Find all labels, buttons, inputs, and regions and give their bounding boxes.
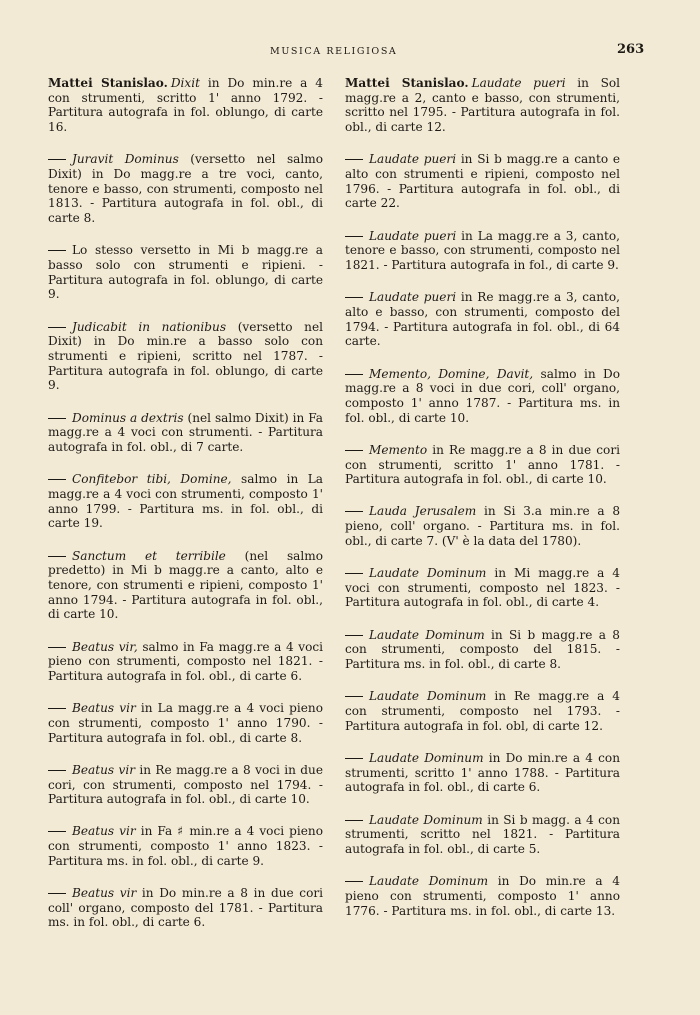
ditto-dash xyxy=(345,374,363,375)
catalogue-entry xyxy=(48,320,323,394)
ditto-dash xyxy=(48,418,66,419)
work-title: Laudate Dominum xyxy=(369,750,484,765)
work-title: Laudate Dominum xyxy=(369,627,485,642)
work-title: Dominus a dextris xyxy=(72,410,184,425)
ditto-dash xyxy=(345,573,363,574)
entry-description: in Do min.re a 8 in due cori coll' organo, composto del 1781. - Partitura ms. in fol. obl., di carte 6. xyxy=(48,886,323,930)
entry-description: salmo in Fa magg.re a 4 voci pieno con strumenti, composto nel 1821. - Partitura autografa in fol. obl., di carte 6. xyxy=(48,639,324,683)
work-title: Beatus vir xyxy=(72,886,137,901)
entry-description: in Re magg.re a 4 con strumenti, composto nel 1793. - Partitura autografa in fol. obl, di carte 12. xyxy=(345,689,620,733)
entry-description: in La magg.re a 3, canto, tenore e basso, con strumenti, composto nel 1821. - Partitura autografa in fol., di carte 9. xyxy=(345,228,620,273)
catalogue-entry xyxy=(345,76,620,135)
work-title: Laudate Dominum xyxy=(369,689,487,704)
ditto-dash xyxy=(345,159,363,160)
left-column xyxy=(48,76,323,948)
work-title: Sanctum et terribile xyxy=(72,548,226,563)
catalogue-entry xyxy=(345,367,620,426)
work-title: Laudate Dominum xyxy=(369,812,483,827)
work-title: Lauda Jerusalem xyxy=(369,504,477,519)
ditto-dash xyxy=(48,770,66,771)
catalogue-entry xyxy=(48,886,323,930)
entry-description: in Re magg.re a 3, canto, alto e basso, con strumenti, composto del 1794. - Partitura autografa in fol. obl., di 64 carte. xyxy=(345,290,620,349)
ditto-dash xyxy=(48,893,66,894)
entry-description: in Re magg.re a 8 voci in due cori, con strumenti, composto nel 1794. - Partitura autografa in fol. obl., di carte 10. xyxy=(48,762,323,807)
entry-description: in La magg.re a 4 voci pieno con strumenti, composto 1' anno 1790. - Partitura autografa in fol. obl., di carte 8. xyxy=(48,701,324,745)
ditto-dash xyxy=(345,635,363,636)
ditto-dash xyxy=(48,647,66,648)
running-head: MUSICA RELIGIOSA xyxy=(270,46,398,57)
catalogue-entry xyxy=(345,628,620,672)
page-number: 263 xyxy=(617,42,645,57)
entry-description: in Do min.re a 4 con strumenti, scritto 1' anno 1792. - Partitura autografa in fol. oblungo, di carte 16. xyxy=(48,76,323,135)
entry-description: (nel salmo Dixit) in Fa magg.re a 4 voci con strumenti. - Partitura autografa in fol. obl., di 7 carte. xyxy=(48,410,323,455)
entry-description: (versetto nel Dixit) in Do min.re a basso solo con strumenti e ripieni, scritto nel 1787. - Partitura autografa in fol. oblungo, di carte 9. xyxy=(48,319,323,393)
entry-description: salmo in Do magg.re a 8 voci in due cori, coll' organo, composto 1' anno 1787. - Partitura ms. in fol. obl., di carte 10. xyxy=(345,366,621,425)
work-title: Beatus vir xyxy=(72,701,136,716)
entry-description: in Re magg.re a 8 in due cori con strumenti, scritto 1' anno 1781. - Partitura autografa in fol. obl., di carte 10. xyxy=(345,442,620,487)
entry-description: in Do min.re a 4 con strumenti, scritto 1' anno 1788. - Partitura autografa in fol. obl., di carte 6. xyxy=(345,750,621,795)
ditto-dash xyxy=(48,479,66,480)
ditto-dash xyxy=(48,831,66,832)
catalogue-entry xyxy=(345,152,620,211)
catalogue-entry xyxy=(345,689,620,733)
ditto-dash xyxy=(345,758,363,759)
ditto-dash xyxy=(345,511,363,512)
work-title: Beatus vir xyxy=(72,824,136,839)
ditto-dash xyxy=(345,236,363,237)
catalogue-entry xyxy=(48,640,323,684)
entry-description: in Do min.re a 4 pieno con strumenti, composto 1' anno 1776. - Partitura ms. in fol. obl., di carte 13. xyxy=(345,874,621,918)
catalogue-entry xyxy=(48,763,323,807)
catalogue-entry xyxy=(48,549,323,623)
work-title: Laudate pueri xyxy=(369,290,457,305)
catalogue-entry xyxy=(48,152,323,226)
ditto-dash xyxy=(48,327,66,328)
entry-description: in Si b magg.re a 8 con strumenti, composto del 1815. - Partitura ms. in fol. obl., di carte 8. xyxy=(345,627,621,672)
ditto-dash xyxy=(48,159,66,160)
entry-description: in Si b magg. a 4 con strumenti, scritto nel 1821. - Partitura autografa in fol. obl., di carte 5. xyxy=(345,812,621,856)
ditto-dash xyxy=(48,708,66,709)
work-title: Laudate pueri xyxy=(369,152,457,167)
ditto-dash xyxy=(48,250,66,251)
entry-description: (nel salmo predetto) in Mi b magg.re a canto, alto e tenore, con strumenti e ripieni, composto 1' anno 1794. - Partitura autografa in fol. obl., di carte 10. xyxy=(48,548,323,622)
catalogue-entry xyxy=(48,824,323,868)
entry-description: in Fa ♯ min.re a 4 voci pieno con strumenti, composto 1' anno 1823. - Partitura ms. in fol. obl., di carte 9. xyxy=(48,824,324,868)
work-title: Beatus vir xyxy=(72,762,135,777)
ditto-dash xyxy=(345,881,363,882)
ditto-dash xyxy=(345,696,363,697)
ditto-dash xyxy=(345,820,363,821)
work-title: Memento, Domine, Davit, xyxy=(369,366,534,381)
catalogue-entry xyxy=(345,229,620,273)
catalogue-entry xyxy=(48,701,323,745)
catalogue-entry xyxy=(48,411,323,455)
composer-name: Mattei Stanislao. xyxy=(345,76,469,90)
entry-description: in Mi magg.re a 4 voci con strumenti, composto nel 1823. - Partitura autografa in fol. obl., di carte 4. xyxy=(345,566,620,610)
entry-description: in Sol magg.re a 2, canto e basso, con strumenti, scritto nel 1795. - Partitura autografa in fol. obl., di carte 12. xyxy=(345,76,620,135)
catalogue-entry xyxy=(48,76,323,135)
entry-description: in Si b magg.re a canto e alto con strumenti e ripieni, composto nel 1796. - Partitura autografa in fol. obl., di carte 22. xyxy=(345,152,620,211)
ditto-dash xyxy=(345,297,363,298)
entry-description: in Si 3.a min.re a 8 pieno, coll' organo. - Partitura ms. in fol. obl., di carte 7. (V' è la data del 1780). xyxy=(345,504,621,548)
right-column xyxy=(345,76,620,936)
work-title: Juravit Dominus xyxy=(72,152,179,167)
catalogue-entry xyxy=(345,874,620,918)
catalogue-entry xyxy=(345,443,620,487)
work-title: Confitebor tibi, Domine, xyxy=(72,472,232,487)
catalogue-entry xyxy=(345,290,620,349)
catalogue-entry xyxy=(345,566,620,610)
catalogue-entry xyxy=(345,813,620,857)
work-title: Laudate Dominum xyxy=(369,874,489,889)
entry-description: salmo in La magg.re a 4 voci con strumenti, composto 1' anno 1799. - Partitura ms. in fol. obl., di carte 19. xyxy=(48,472,324,531)
catalogue-entry xyxy=(48,243,323,302)
work-title: Laudate pueri xyxy=(471,76,566,90)
composer-name: Mattei Stanislao. xyxy=(48,76,168,90)
entry-description: Lo stesso versetto in Mi b magg.re a basso solo con strumenti e ripieni. - Partitura autografa in fol. oblungo, di carte 9. xyxy=(48,243,323,302)
catalogue-entry xyxy=(345,504,620,548)
entry-description: (versetto nel salmo Dixit) in Do magg.re a tre voci, canto, tenore e basso, con strumenti, composto nel 1813. - Partitura autografa in fol. obl., di carte 8. xyxy=(48,152,323,226)
ditto-dash xyxy=(48,556,66,557)
ditto-dash xyxy=(345,450,363,451)
work-title: Dixit xyxy=(170,76,200,90)
work-title: Laudate pueri xyxy=(369,228,457,243)
work-title: Judicabit in nationibus xyxy=(72,319,227,334)
work-title: Laudate Dominum xyxy=(369,566,487,581)
catalogue-entry xyxy=(48,472,323,531)
catalogue-entry xyxy=(345,751,620,795)
work-title: Memento xyxy=(369,442,428,457)
work-title: Beatus vir, xyxy=(72,639,138,654)
